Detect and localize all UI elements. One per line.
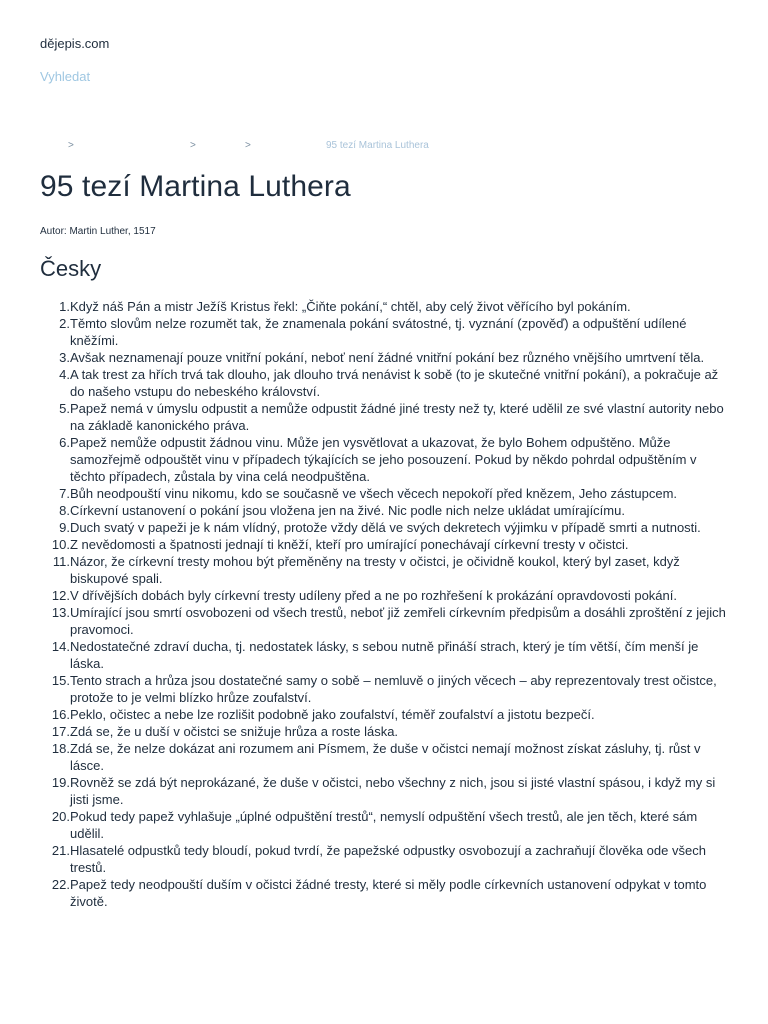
item-number: 13. [51,605,70,620]
item-number: 20. [51,809,70,824]
item-text: Papež tedy neodpouští duším v očistci žádné tresty, které si měly podle církevních ustanovení odpykat v tomto životě. [70,877,707,909]
item-text: Nedostatečné zdraví ducha, tj. nedostatek lásky, s sebou nutně přináší strach, který je tím větší, čím menší je láska. [70,639,699,671]
item-number: 1. [59,299,70,314]
list-item [40,315,730,349]
item-text: Papež nemůže odpustit žádnou vinu. Může jen vysvětlovat a ukazovat, že bylo Bohem odpuštěno. Může samozřejmě odpouštět vinu v případech týkajících se jeho posouzení. Pokud by někdo pohrdal odpuštěním v těchto případech, zůstala by vina celá neodpuštěna. [70,435,697,484]
list-item [40,723,730,740]
item-number: 12. [51,588,70,603]
list-item [40,842,730,876]
list-item [40,502,730,519]
item-number: 10. [51,537,70,552]
item-number: 7. [59,486,70,501]
item-text: V dřívějších dobách byly církevní tresty udíleny před a ne po rozhřešení k prokázání opravdovosti pokání. [70,588,677,603]
item-text: Názor, že církevní tresty mohou být přeměněny na tresty v očistci, je očividně koukol, který byl zaset, když biskupové spali. [70,554,680,586]
list-item [40,519,730,536]
item-text: Zdá se, že u duší v očistci se snižuje hrůza a roste láska. [70,724,399,739]
list-item [40,876,730,910]
list-item [40,366,730,400]
list-item [40,587,730,604]
item-text: Duch svatý v papeži je k nám vlídný, protože vždy dělá ve svých dekretech výjimku v případě smrti a nutnosti. [70,520,701,535]
item-number: 8. [59,503,70,518]
section-heading: Česky [40,256,102,281]
list-item [40,706,730,723]
page-title: 95 tezí Martina Luthera [40,170,351,203]
item-text: Papež nemá v úmyslu odpustit a nemůže odpustit žádné jiné tresty než ty, které udělil ze své vlastní autority nebo na základě kanonického práva. [70,401,724,433]
item-text: Těmto slovům nelze rozumět tak, že znamenala pokání svátostné, tj. vyznání (zpověď) a odpuštění udílené kněžími. [70,316,687,348]
item-text: Hlasatelé odpustků tedy bloudí, pokud tvrdí, že papežské odpustky osvobozují a zachraňují člověka ode všech trestů. [70,843,706,875]
item-text: Bůh neodpouští vinu nikomu, kdo se současně ve všech věcech nepokoří před knězem, Jeho zástupcem. [70,486,678,501]
item-number: 16. [51,707,70,722]
item-number: 11. [52,554,70,569]
list-item [40,434,730,485]
item-number: 17. [51,724,70,739]
list-item [40,536,730,553]
breadcrumb-current: 95 tezí Martina Luthera [326,140,429,151]
item-number: 5. [59,401,70,416]
item-number: 4. [59,367,70,382]
breadcrumb-separator: > [190,140,196,151]
item-number: 18. [51,741,70,756]
item-number: 3. [59,350,70,365]
item-number: 15. [51,673,70,688]
list-item [40,638,730,672]
list-item [40,740,730,774]
list-item [40,774,730,808]
breadcrumb-separator: > [68,140,74,151]
list-item [40,349,730,366]
item-text: Církevní ustanovení o pokání jsou vložena jen na živé. Nic podle nich nelze ukládat umírajícímu. [70,503,625,518]
item-text: Z nevědomosti a špatnosti jednají ti kněží, kteří pro umírající ponechávají církevní tresty v očistci. [70,537,629,552]
item-text: Peklo, očistec a nebe lze rozlišit podobně jako zoufalství, téměř zoufalství a jistotu bezpečí. [70,707,595,722]
item-number: 2. [59,316,70,331]
item-number: 6. [59,435,70,450]
item-text: Avšak neznamenají pouze vnitřní pokání, neboť není žádné vnitřní pokání bez různého vnějšího umrtvení těla. [70,350,705,365]
search-link[interactable]: Vyhledat [40,69,91,84]
list-item [40,485,730,502]
theses-list [40,298,730,910]
list-item [40,808,730,842]
item-number: 21. [51,843,70,858]
site-name[interactable]: dějepis.com [40,36,110,51]
list-item [40,553,730,587]
item-text: Rovněž se zdá být neprokázané, že duše v očistci, nebo všechny z nich, jsou si jisté vlastní spásou, i když my si jisti jsme. [70,775,716,807]
item-text: Pokud tedy papež vyhlašuje „úplné odpuštění trestů“, nemyslí odpuštění všech trestů, ale jen těch, které sám udělil. [70,809,698,841]
author-line: Autor: Martin Luther, 1517 [40,226,156,237]
item-text: Když náš Pán a mistr Ježíš Kristus řekl: „Čiňte pokání,“ chtěl, aby celý život věřícího byl pokáním. [70,299,631,314]
item-number: 9. [59,520,70,535]
list-item [40,672,730,706]
breadcrumb-separator: > [245,140,251,151]
list-item [40,604,730,638]
item-number: 22. [51,877,70,892]
list-item [40,400,730,434]
item-text: Tento strach a hrůza jsou dostatečné samy o sobě – nemluvě o jiných věcech – aby reprezentovaly trest očistce, protože to je velmi blízko hrůze zoufalství. [70,673,717,705]
item-text: Umírající jsou smrtí osvobozeni od všech trestů, neboť již zemřeli církevním předpisům a dosáhli zproštění z jejich pravomoci. [70,605,726,637]
item-number: 14. [51,639,70,654]
list-item [40,298,730,315]
item-text: A tak trest za hřích trvá tak dlouho, jak dlouho trvá nenávist k sobě (to je skutečné vnitřní pokání), a pokračuje až do našeho vstupu do nebeského království. [70,367,719,399]
item-number: 19. [51,775,70,790]
item-text: Zdá se, že nelze dokázat ani rozumem ani Písmem, že duše v očistci nemají možnost získat zásluhy, tj. růst v lásce. [70,741,701,773]
